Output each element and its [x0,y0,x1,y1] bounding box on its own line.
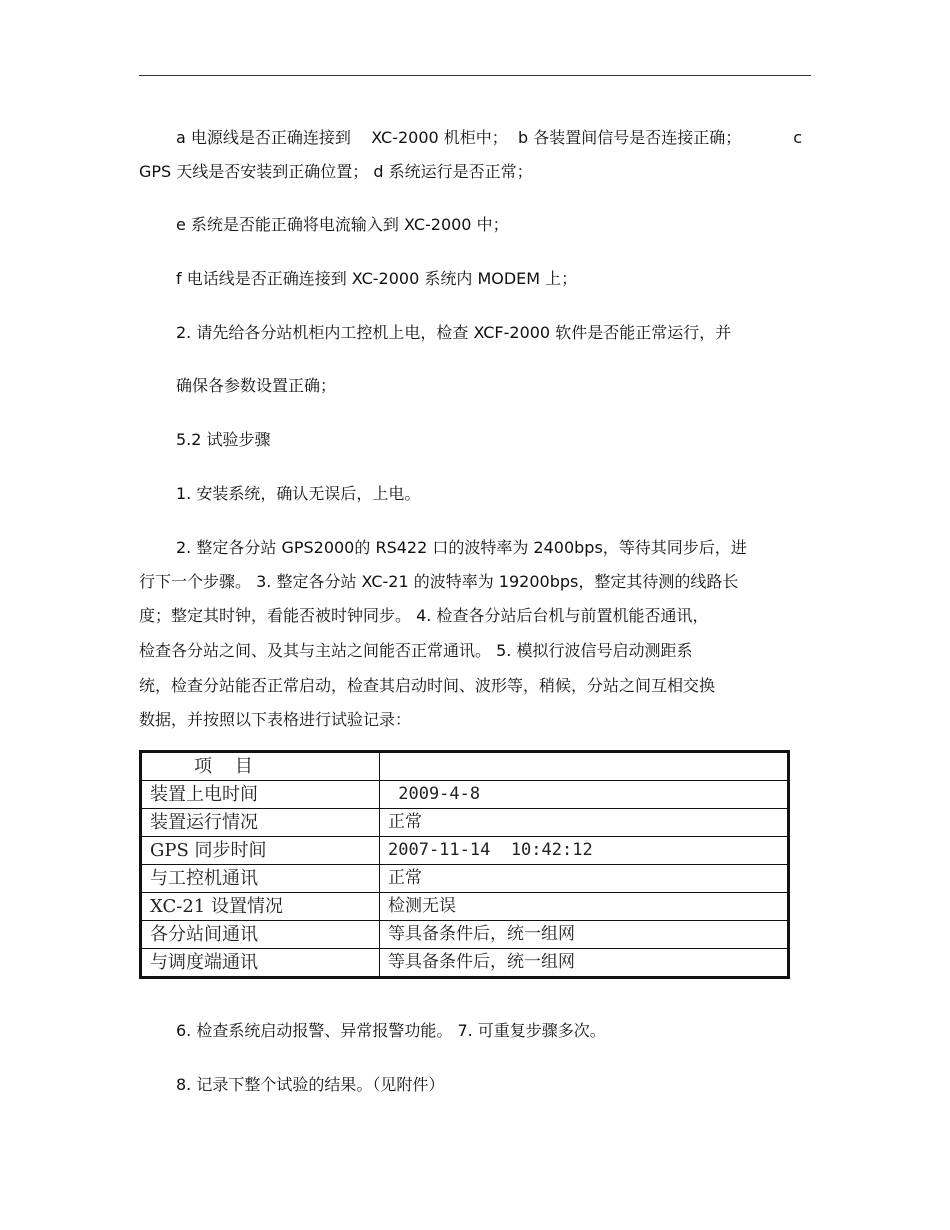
table-row [141,809,789,837]
text-span: c [793,128,802,147]
table-cell-label: 与工控机通讯 [141,865,380,893]
text-span: a 电源线是否正确连接到 XC-2000 机柜中； b 各装置间信号是否连接正确； [176,128,742,147]
table-cell-value: 等具备条件后，统一组网 [380,949,789,978]
table-cell-label: 装置上电时间 [141,781,380,809]
table-cell-label: 装置运行情况 [141,809,380,837]
paragraph-line: 数据，并按照以下表格进行试验记录： [139,710,412,729]
section-heading: 5.2 试验步骤 [176,430,271,449]
table-header-cell: 项 目 [141,752,380,781]
test-record-table [139,750,790,979]
paragraph-line: 统，检查分站能否正常启动，检查其启动时间、波形等，稍候，分站之间互相交换 [139,676,716,695]
table-row [141,781,789,809]
table-cell-value: 正常 [380,809,789,837]
header-rule [139,75,811,76]
paragraph-line: 2. 整定各分站 GPS2000的 RS422 口的波特率为 2400bps，等待其同步后，进 [176,538,747,557]
table-cell-label: 与调度端通讯 [141,949,380,978]
table-cell-value: 2007-11-14 10:42:12 [380,837,789,865]
table-row [141,893,789,921]
table-cell-value: 2009-4-8 [380,781,789,809]
table-header-cell [380,752,789,781]
paragraph-line: 2. 请先给各分站机柜内工控机上电，检查 XCF-2000 软件是否能正常运行，并 [176,323,732,342]
paragraph-line: 度；整定其时钟，看能否被时钟同步。 4. 检查各分站后台机与前置机能否通讯， [139,606,709,625]
paragraph-line [176,127,802,149]
table-cell-value: 等具备条件后，统一组网 [380,921,789,949]
paragraph-line: 行下一个步骤。 3. 整定各分站 XC-21 的波特率为 19200bps，整定其待测的线路长 [139,572,739,591]
table-cell-label: 各分站间通讯 [141,921,380,949]
paragraph-line: f 电话线是否正确连接到 XC-2000 系统内 MODEM 上； [176,269,578,288]
table-row [141,865,789,893]
table-row [141,949,789,978]
table-cell-value: 检测无误 [380,893,789,921]
paragraph-line: 6. 检查系统启动报警、异常报警功能。 7. 可重复步骤多次。 [176,1021,606,1040]
table-cell-label: XC-21 设置情况 [141,893,380,921]
table-cell-value: 正常 [380,865,789,893]
paragraph-line: e 系统是否能正确将电流输入到 XC-2000 中； [176,215,509,234]
table-row [141,837,789,865]
paragraph-line: 8. 记录下整个试验的结果。（见附件） [176,1075,445,1094]
paragraph-line: 检查各分站之间、及其与主站之间能否正常通讯。 5. 模拟行波信号启动测距系 [139,641,693,660]
paragraph-line: 确保各参数设置正确； [176,376,337,395]
table-row [141,921,789,949]
table-cell-label: GPS 同步时间 [141,837,380,865]
paragraph-line: GPS 天线是否安装到正确位置； d 系统运行是否正常； [139,162,533,181]
table-header-row [141,752,789,781]
paragraph-line: 1. 安装系统，确认无误后，上电。 [176,484,421,503]
